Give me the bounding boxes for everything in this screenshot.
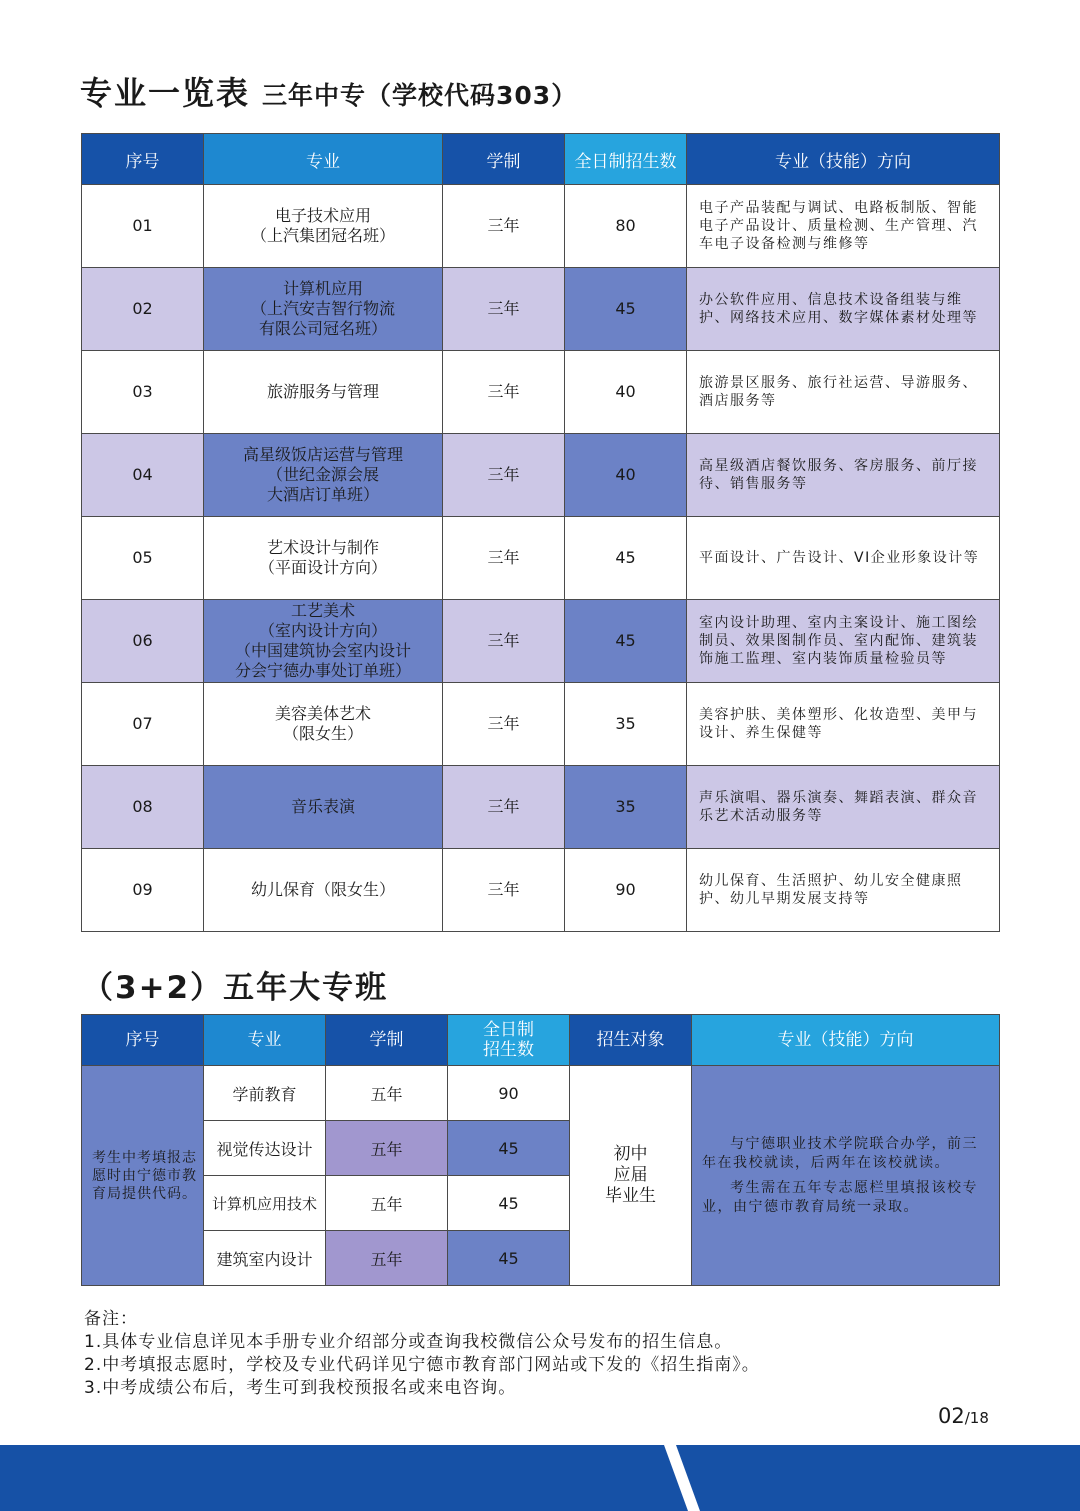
row-count: 90	[448, 1066, 570, 1121]
row-major	[204, 351, 443, 434]
target-line: 毕业生	[605, 1186, 656, 1206]
row-major	[204, 683, 443, 766]
header-count: 全日制招生数	[565, 134, 687, 185]
row-major: 建筑室内设计	[204, 1231, 326, 1286]
major-line: 音乐表演	[290, 797, 355, 816]
row-no: 03	[82, 351, 204, 434]
header-target: 招生对象	[570, 1015, 692, 1066]
major-line: 有限公司冠名班）	[258, 319, 387, 338]
section-title-five-year: （3+2）五年大专班	[82, 970, 389, 1006]
row-count: 40	[565, 434, 687, 517]
row-count: 90	[565, 849, 687, 932]
remark-line: 3.中考成绩公布后，考生可到我校预报名或来电咨询。	[84, 1378, 517, 1398]
row-years: 三年	[443, 517, 565, 600]
target-line: 初中	[613, 1144, 648, 1164]
row-major	[204, 434, 443, 517]
header-major: 专业	[204, 134, 443, 185]
row-count: 45	[565, 600, 687, 683]
header-direction: 专业（技能）方向	[687, 134, 1000, 185]
row-no: 05	[82, 517, 204, 600]
remarks	[84, 1308, 760, 1400]
header-years: 学制	[443, 134, 565, 185]
remark-line: 1.具体专业信息详见本手册专业介绍部分或查询我校微信公众号发布的招生信息。	[84, 1332, 733, 1352]
row-direction: 幼儿保育、生活照护、幼儿安全健康照护、幼儿早期发展支持等	[687, 849, 1000, 932]
major-line: 艺术设计与制作	[266, 538, 379, 557]
row-no: 08	[82, 766, 204, 849]
footer-band	[0, 1445, 1080, 1511]
major-line: 高星级饭店运营与管理	[242, 445, 403, 464]
row-count: 35	[565, 766, 687, 849]
major-line: （上汽安吉智行物流	[250, 299, 395, 318]
row-years: 三年	[443, 434, 565, 517]
table-row	[82, 434, 1000, 517]
row-major: 学前教育	[204, 1066, 326, 1121]
target-line: 应届	[613, 1165, 648, 1185]
row-major: 视觉传达设计	[204, 1121, 326, 1176]
row-direction: 声乐演唱、器乐演奏、舞蹈表演、群众音乐艺术活动服务等	[687, 766, 1000, 849]
row-count: 45	[448, 1121, 570, 1176]
major-line: 计算机应用	[282, 279, 363, 298]
major-line: 幼儿保育（限女生）	[250, 880, 395, 899]
row-no: 04	[82, 434, 204, 517]
row-years: 五年	[326, 1121, 448, 1176]
row-years: 三年	[443, 268, 565, 351]
row-years: 三年	[443, 351, 565, 434]
row-no: 01	[82, 185, 204, 268]
remark-line: 2.中考填报志愿时，学校及专业代码详见宁德市教育部门网站或下发的《招生指南》。	[84, 1355, 760, 1375]
row-no: 07	[82, 683, 204, 766]
row-count: 45	[448, 1231, 570, 1286]
row-direction: 电子产品装配与调试、电路板制版、智能电子产品设计、质量检测、生产管理、汽车电子设备检测与维修等	[687, 185, 1000, 268]
row-count: 40	[565, 351, 687, 434]
header-years: 学制	[326, 1015, 448, 1066]
row-direction: 办公软件应用、信息技术设备组装与维护、网络技术应用、数字媒体素材处理等	[687, 268, 1000, 351]
major-line: 大酒店订单班）	[266, 485, 379, 504]
table-row	[82, 268, 1000, 351]
program-direction	[692, 1066, 1000, 1286]
row-years: 三年	[443, 766, 565, 849]
row-major	[204, 268, 443, 351]
major-line: 分会宁德办事处订单班）	[234, 661, 411, 680]
row-no: 02	[82, 268, 204, 351]
direction-paragraph: 与宁德职业技术学院联合办学，前三年在我校就读，后两年在该校就读。	[702, 1135, 978, 1171]
header-count	[448, 1015, 570, 1066]
row-count: 45	[565, 517, 687, 600]
row-major	[204, 517, 443, 600]
header-direction: 专业（技能）方向	[692, 1015, 1000, 1066]
five-year-program-table	[81, 1014, 1000, 1286]
code-note: 考生中考填报志愿时由宁德市教育局提供代码。	[82, 1066, 204, 1286]
row-direction: 高星级酒店餐饮服务、客房服务、前厅接待、销售服务等	[687, 434, 1000, 517]
major-line: （室内设计方向）	[258, 621, 387, 640]
major-line: （平面设计方向）	[258, 558, 387, 577]
major-line: 工艺美术	[290, 601, 355, 620]
row-years: 三年	[443, 600, 565, 683]
row-direction: 室内设计助理、室内主案设计、施工图绘制员、效果图制作员、室内配饰、建筑装饰施工监理、室内装饰质量检验员等	[687, 600, 1000, 683]
row-count: 80	[565, 185, 687, 268]
header-major: 专业	[204, 1015, 326, 1066]
table-row	[82, 683, 1000, 766]
row-no: 09	[82, 849, 204, 932]
table-row	[82, 849, 1000, 932]
row-years: 五年	[326, 1066, 448, 1121]
table-row	[82, 1066, 1000, 1121]
table-row	[82, 517, 1000, 600]
row-major	[204, 849, 443, 932]
row-major	[204, 766, 443, 849]
row-years: 三年	[443, 683, 565, 766]
header-count-line: 招生数	[483, 1040, 534, 1060]
page-total: /18	[964, 1409, 989, 1427]
table-row	[82, 351, 1000, 434]
title-sub: 三年中专（学校代码303）	[262, 81, 578, 110]
row-count: 45	[448, 1176, 570, 1231]
direction-paragraph: 考生需在五年专志愿栏里填报该校专业，由宁德市教育局统一录取。	[702, 1179, 978, 1215]
page-number	[938, 1404, 989, 1428]
row-years: 三年	[443, 849, 565, 932]
row-years: 三年	[443, 185, 565, 268]
page-current: 02	[938, 1404, 965, 1428]
row-count: 45	[565, 268, 687, 351]
row-major	[204, 185, 443, 268]
major-line: （限女生）	[282, 724, 363, 743]
row-years: 五年	[326, 1231, 448, 1286]
row-direction: 美容护肤、美体塑形、化妆造型、美甲与设计、养生保健等	[687, 683, 1000, 766]
row-major	[204, 600, 443, 683]
three-year-program-table	[81, 133, 1000, 932]
table-row	[82, 185, 1000, 268]
header-no: 序号	[82, 134, 204, 185]
row-direction: 平面设计、广告设计、VI企业形象设计等	[687, 517, 1000, 600]
major-line: （上汽集团冠名班）	[250, 226, 395, 245]
row-direction: 旅游景区服务、旅行社运营、导游服务、酒店服务等	[687, 351, 1000, 434]
row-no: 06	[82, 600, 204, 683]
major-line: 美容美体艺术	[274, 704, 371, 723]
table-row	[82, 600, 1000, 683]
header-count-line: 全日制	[483, 1020, 534, 1040]
table-row	[82, 766, 1000, 849]
title-main: 专业一览表	[80, 74, 251, 112]
major-line: （中国建筑协会室内设计	[234, 641, 411, 660]
major-line: 电子技术应用	[274, 206, 371, 225]
row-years: 五年	[326, 1176, 448, 1231]
enrollment-target	[570, 1066, 692, 1286]
page-title	[80, 68, 577, 114]
row-count: 35	[565, 683, 687, 766]
major-line: 旅游服务与管理	[266, 382, 379, 401]
major-line: （世纪金源会展	[266, 465, 379, 484]
header-no: 序号	[82, 1015, 204, 1066]
row-major: 计算机应用技术	[204, 1176, 326, 1231]
remarks-title: 备注：	[84, 1309, 138, 1329]
